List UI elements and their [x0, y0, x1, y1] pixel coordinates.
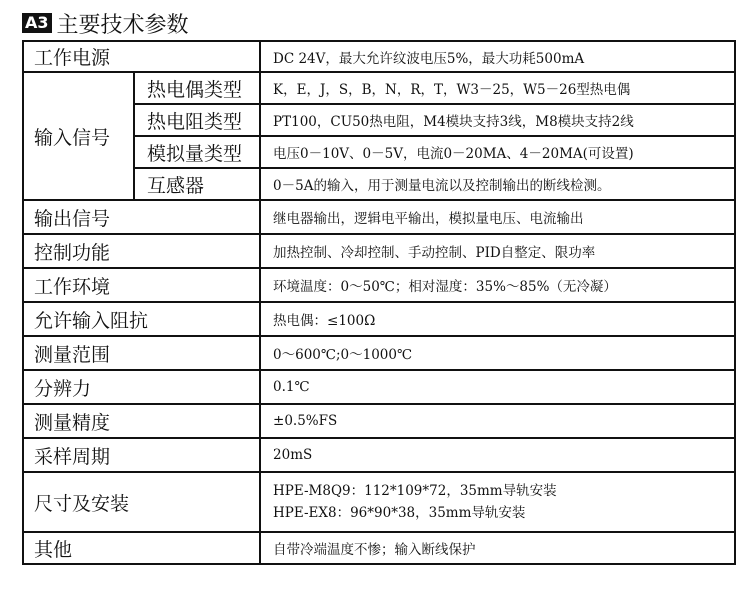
table-row [23, 438, 735, 472]
row-label: 分辨力 [23, 370, 260, 404]
table-row [23, 234, 735, 268]
table-row [23, 472, 735, 532]
row-value: ±0.5%FS [260, 404, 735, 438]
row-label: 控制功能 [23, 234, 260, 268]
sub-label: 热电偶类型 [134, 72, 260, 104]
row-label: 其他 [23, 532, 260, 564]
row-value: 环境温度：0～50℃；相对湿度：35%～85%（无冷凝） [260, 268, 735, 302]
sub-label: 热电阻类型 [134, 104, 260, 136]
row-label: 输出信号 [23, 200, 260, 234]
row-label: 工作环境 [23, 268, 260, 302]
row-value: 热电偶：≤100Ω [260, 302, 735, 336]
section-title: 主要技术参数 [56, 12, 189, 38]
spec-sheet [22, 6, 734, 565]
input-signal-label: 输入信号 [23, 72, 134, 200]
table-row [23, 370, 735, 404]
table-row [23, 268, 735, 302]
section-badge: A3 [22, 13, 52, 33]
row-value [260, 472, 735, 532]
row-value: 0－5A的输入，用于测量电流以及控制输出的断线检测。 [260, 168, 735, 200]
table-row [23, 302, 735, 336]
sub-label: 互感器 [134, 168, 260, 200]
row-value: K，E，J，S，B，N，R，T，W3－25，W5－26型热电偶 [260, 72, 735, 104]
row-value: 加热控制、冷却控制、手动控制、PID自整定、限功率 [260, 234, 735, 268]
row-value: 20mS [260, 438, 735, 472]
row-label: 尺寸及安装 [23, 472, 260, 532]
table-row [23, 404, 735, 438]
row-value: PT100，CU50热电阻，M4模块支持3线，M8模块支持2线 [260, 104, 735, 136]
row-value: 0～600℃;0～1000℃ [260, 336, 735, 370]
row-label: 工作电源 [23, 41, 260, 72]
row-value: 0.1℃ [260, 370, 735, 404]
table-row [23, 532, 735, 564]
spec-table [22, 40, 736, 565]
row-value: DC 24V，最大允许纹波电压5%，最大功耗500mA [260, 41, 735, 72]
section-heading [22, 6, 734, 40]
row-label: 测量精度 [23, 404, 260, 438]
table-row [23, 72, 735, 104]
table-row [23, 336, 735, 370]
table-row [23, 41, 735, 72]
row-label: 允许输入阻抗 [23, 302, 260, 336]
row-value: 自带冷端温度不惨；输入断线保护 [260, 532, 735, 564]
dimension-line: HPE-EX8：96*90*38，35mm导轨安装 [273, 505, 526, 521]
row-label: 采样周期 [23, 438, 260, 472]
row-label: 测量范围 [23, 336, 260, 370]
dimension-line: HPE-M8Q9：112*109*72，35mm导轨安装 [273, 483, 557, 499]
table-row [23, 200, 735, 234]
row-value: 电压0－10V、0－5V，电流0－20MA、4－20MA(可设置) [260, 136, 735, 168]
row-value: 继电器输出，逻辑电平输出，模拟量电压、电流输出 [260, 200, 735, 234]
sub-label: 模拟量类型 [134, 136, 260, 168]
